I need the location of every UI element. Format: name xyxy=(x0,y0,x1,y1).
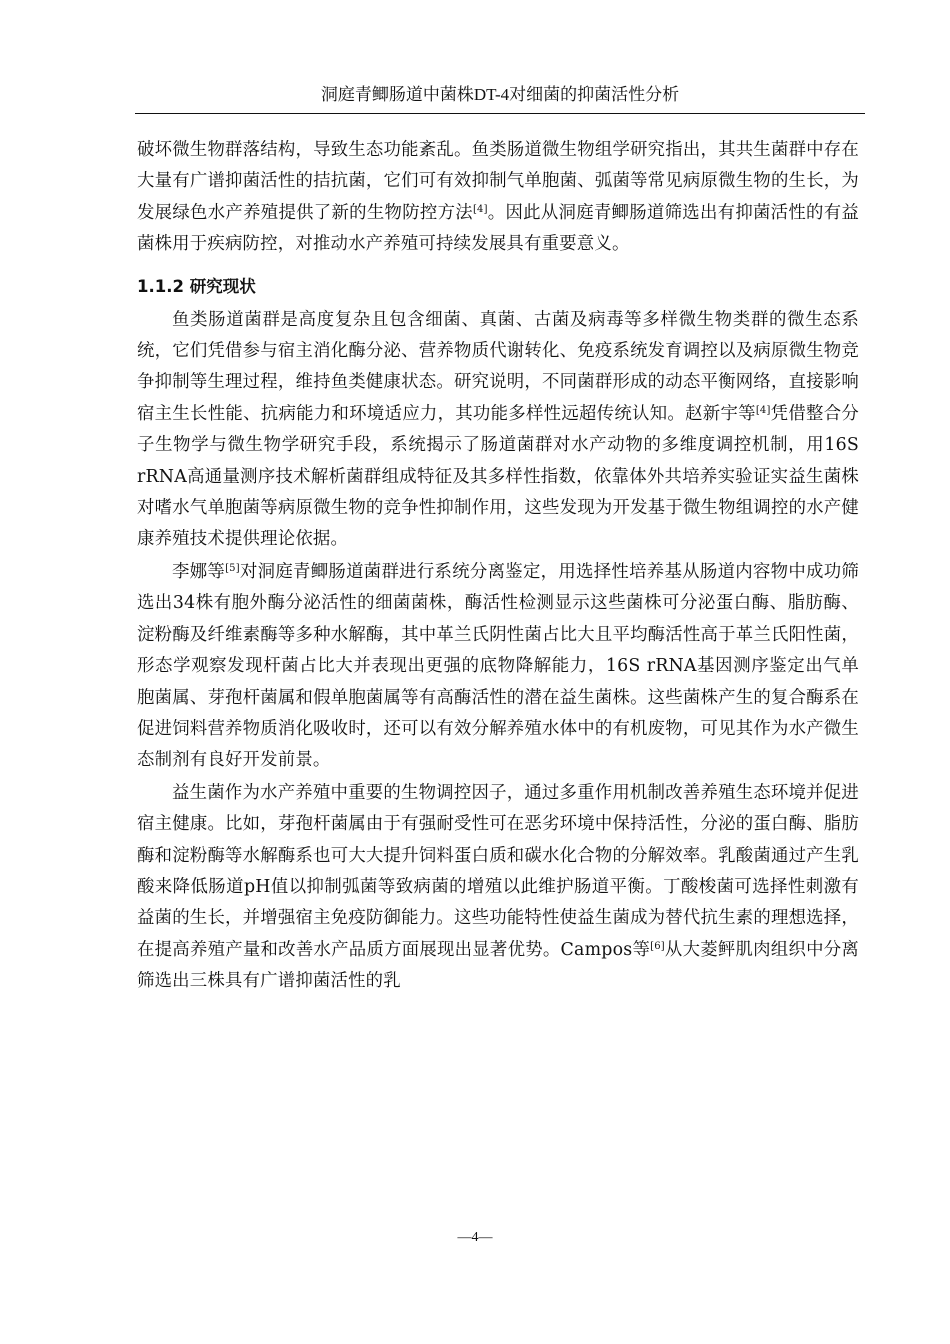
paragraph-text: 益生菌作为水产养殖中重要的生物调控因子，通过多重作用机制改善养殖生态环境并促进宿主健康。比如，芽孢杆菌属由于有强耐受性可在恶劣环境中保持活性，分泌的蛋白酶、脂肪酶和淀粉酶等水解酶系也可大大提升饲料蛋白质和碳水化合物的分解效率。乳酸菌通过产生乳酸来降低肠道pH值以抑制弧菌等致病菌的增殖以此维护肠道平衡。丁酸梭菌可选择性刺激有益菌的生长，并增强宿主免疫防御能力。这些功能特性使益生菌成为替代抗生素的理想选择，在提高养殖产量和改善水产品质方面展现出显著优势。Campos等 xyxy=(137,782,859,960)
section-heading: 1.1.2 研究现状 xyxy=(137,276,256,296)
paragraph-text: 破坏微生物群落结构，导致生态功能紊乱。鱼类肠道微生物组学研究指出，其共生菌群中存在大量有广谱抑菌活性的拮抗菌，它们可有效抑制气单胞菌、弧菌等常见病原微生物的生长，为发展绿色水产养殖提供了新的生物防控方法 xyxy=(137,140,859,223)
page-number: —4— xyxy=(457,1230,493,1245)
paragraph-text: 对洞庭青鲫肠道菌群进行系统分离鉴定，用选择性培养基从肠道内容物中成功筛选出34株有胞外酶分泌活性的细菌菌株，酶活性检测显示这些菌株可分泌蛋白酶、脂肪酶、淀粉酶及纤维素酶等多种水解酶，其中革兰氏阴性菌占比大且平均酶活性高于革兰氏阳性菌，形态学观察发现杆菌占比大并表现出更强的底物降解能力，16S rRNA基因测序鉴定出气单胞菌属、芽孢杆菌属和假单胞菌属等有高酶活性的潜在益生菌株。这些菌株产生的复合酶系在促进饲料营养物质消化吸收时，还可以有效分解养殖水体中的有机废物，可见其作为水产微生态制剂有良好开发前景。 xyxy=(137,561,859,771)
header-divider xyxy=(135,113,865,114)
paragraph-text: 从大菱鲆肌肉组织中分离筛选出三株具有广谱抑菌活性的乳 xyxy=(137,939,859,992)
running-header: 洞庭青鲫肠道中菌株DT-4对细菌的抑菌活性分析 xyxy=(320,85,680,104)
citation-ref: [6] xyxy=(650,940,665,952)
paragraph-text: 鱼类肠道菌群是高度复杂且包含细菌、真菌、古菌及病毒等多样微生物类群的微生态系统，它们凭借参与宿主消化酶分泌、营养物质代谢转化、免疫系统发育调控以及病原微生物竞争抑制等生理过程，维持鱼类健康状态。研究说明，不同菌群形成的动态平衡网络，直接影响宿主生长性能、抗病能力和环境适应力，其功能多样性远超传统认知。赵新宇等 xyxy=(137,309,859,424)
paragraph xyxy=(137,557,859,777)
page-body xyxy=(137,135,859,998)
citation-ref: [4] xyxy=(755,404,771,416)
citation-ref: [4] xyxy=(472,203,488,215)
paragraph-text: 。因此从洞庭青鲫肠道筛选出有抑菌活性的有益菌株用于疾病防控，对推动水产养殖可持续发展具有重要意义。 xyxy=(137,202,859,255)
paragraph xyxy=(137,305,859,556)
paragraph-continuation xyxy=(137,135,859,261)
paragraph xyxy=(137,778,859,998)
citation-ref: [5] xyxy=(225,562,240,574)
paragraph-text: 李娜等 xyxy=(172,561,226,582)
paragraph-text: 凭借整合分子生物学与微生物学研究手段，系统揭示了肠道菌群对水产动物的多维度调控机制，用16S rRNA高通量测序技术解析菌群组成特征及其多样性指数，依靠体外共培养实验证实益生菌株对嗜水气单胞菌等病原微生物的竞争性抑制作用，这些发现为开发基于微生物组调控的水产健康养殖技术提供理论依据。 xyxy=(137,403,859,550)
